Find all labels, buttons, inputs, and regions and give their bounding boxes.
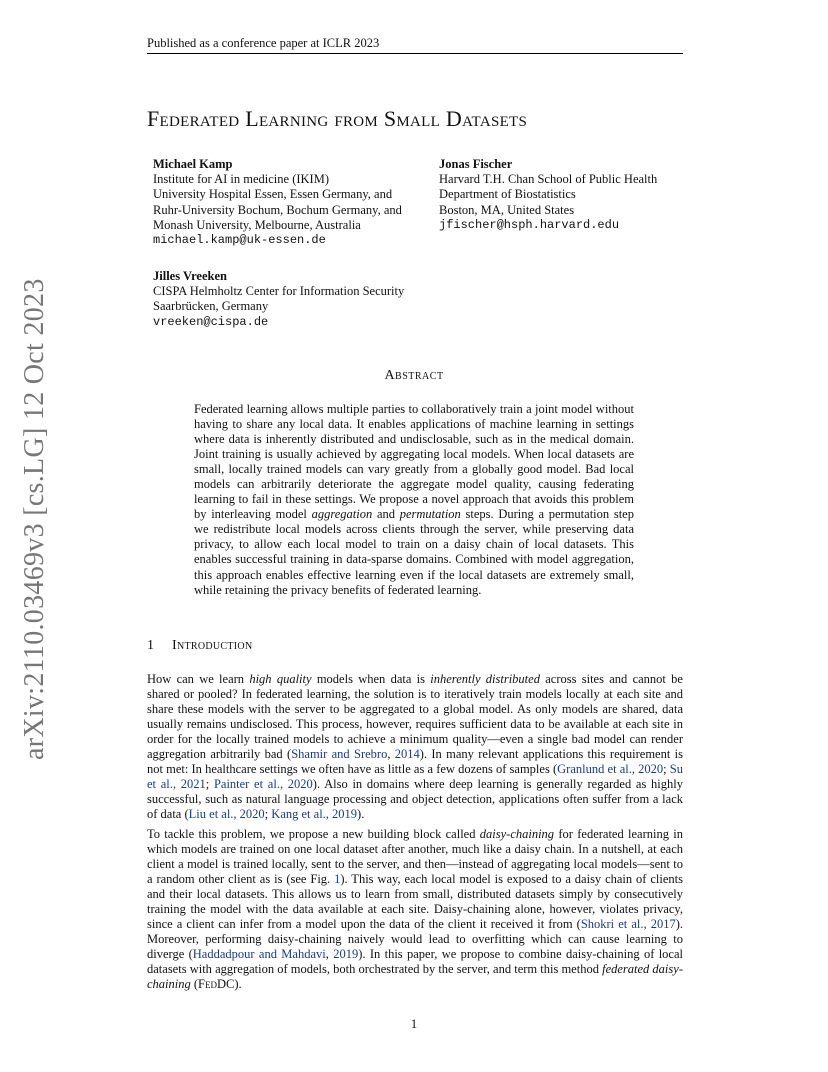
author-email: jfischer@hsph.harvard.edu — [439, 217, 620, 232]
author-block-vreeken — [153, 269, 404, 330]
citation-link[interactable]: Granlund et al., 2020 — [557, 762, 664, 777]
figure-reference-link[interactable]: 1 — [334, 872, 341, 887]
page-number: 1 — [410, 1017, 418, 1031]
abstract-body: Federated learning allows multiple parties to collaboratively train a joint model without having to share any local data. It enables applications of machine learning in settings where data is inherently distributed and undisclosable, such as in the medical domain. Joint training is usually achieved by aggregating local models. When local datasets are small, locally trained models can vary greatly from a globally good model. Bad local models can arbitrarily deteriorate the aggregate model quality, causing federating learning to fail in these settings. We propose a novel approach that avoids this problem by interleaving model aggregation and permutation steps. During a permutation step we redistribute local models across clients through the server, while preserving data privacy, to allow each local model to train on a daisy chain of local datasets. This enables successful training in data-sparse domains. Combined with model aggregation, this approach enables effective learning even if the local datasets are extremely small, while retaining the privacy benefits of federated learning. — [194, 402, 634, 597]
affiliation-line: Department of Biostatistics — [439, 187, 576, 202]
affiliation-line: Ruhr-University Bochum, Bochum Germany, and — [153, 202, 402, 217]
intro-paragraph-1: How can we learn high quality models when data is inherently distributed across sites and cannot be shared or pooled? In federated learning, the solution is to iteratively train models locally at each site and share these models with the server to be aggregated to a global model. As only models are shared, data usually remains undisclosed. This process, however, requires sufficient data to be available at each site in order for the locally trained models to achieve a minimum quality—even a single bad model can render aggregation arbitrarily bad (Shamir and Srebro, 2014). In many relevant applications this requirement is not met: In healthcare settings we often have as little as a few dozens of samples (Granlund et al., 2020; Su et al., 2021; Painter et al., 2020). Also in domains where deep learning is generally regarded as highly successful, such as natural language processing and object detection, applications often suffer from a lack of data (Liu et al., 2020; Kang et al., 2019). — [147, 672, 683, 822]
citation-year-link[interactable]: 2019 — [333, 947, 359, 962]
citation-link[interactable]: Haddadpour and Mahdavi — [192, 947, 326, 962]
citation-link[interactable]: Kang et al., 2019 — [271, 807, 358, 822]
affiliation-line: University Hospital Essen, Essen Germany, and — [153, 187, 393, 202]
running-header: Published as a conference paper at ICLR 2023 — [147, 36, 380, 50]
citation-link[interactable]: Su et al., 2021 — [147, 762, 683, 792]
intro-paragraph-2: To tackle this problem, we propose a new building block called daisy-chaining for federated learning in which models are trained on one local dataset after another, much like a daisy chain. In a nutshell, at each client a model is trained locally, sent to the server, and then—instead of aggregating local models—sent to a random other client as is (see Fig. 1). This way, each local model is exposed to a daisy chain of clients and their local datasets. This allows us to learn from small, distributed datasets simply by consecutively training the model with the data available at each site. Daisy-chaining alone, however, violates privacy, since a client can infer from a model upon the data of the client it received it from (Shokri et al., 2017). Moreover, performing daisy-chaining naively would lead to overfitting which can cause learning to diverge (Haddadpour and Mahdavi, 2019). In this paper, we propose to combine daisy-chaining of local datasets with aggregation of models, both orchestrated by the server, and term this method federated daisy-chaining (FedDC). — [147, 827, 684, 992]
citation-year-link[interactable]: 2014 — [394, 747, 420, 762]
affiliation-line: Institute for AI in medicine (IKIM) — [153, 172, 329, 187]
author-name: Michael Kamp — [153, 157, 233, 171]
header-rule — [147, 53, 683, 54]
abstract-heading: Abstract — [384, 368, 444, 383]
citation-link[interactable]: Shokri et al., 2017 — [580, 917, 676, 932]
affiliation-line: Boston, MA, United States — [439, 202, 575, 217]
affiliation-line: Monash University, Melbourne, Australia — [153, 217, 361, 232]
arxiv-identifier: arXiv:2110.03469v3 [cs.LG] 12 Oct 2023 — [19, 278, 50, 760]
author-block-kamp — [153, 157, 402, 248]
citation-link[interactable]: Liu et al., 2020 — [188, 807, 265, 822]
author-block-fischer — [439, 157, 657, 233]
paper-title: Federated Learning from Small Datasets — [147, 106, 528, 131]
author-name: Jilles Vreeken — [153, 269, 227, 283]
author-name: Jonas Fischer — [439, 157, 513, 171]
affiliation-line: Harvard T.H. Chan School of Public Health — [439, 172, 658, 187]
citation-link[interactable]: Painter et al., 2020 — [213, 777, 313, 792]
citation-link[interactable]: Shamir and Srebro — [291, 747, 388, 762]
section-heading-introduction: 1 Introduction — [147, 638, 253, 653]
author-email: michael.kamp@uk-essen.de — [153, 233, 326, 248]
author-email: vreeken@cispa.de — [153, 314, 269, 329]
affiliation-line: CISPA Helmholtz Center for Information Security — [153, 284, 405, 299]
affiliation-line: Saarbrücken, Germany — [153, 299, 269, 314]
